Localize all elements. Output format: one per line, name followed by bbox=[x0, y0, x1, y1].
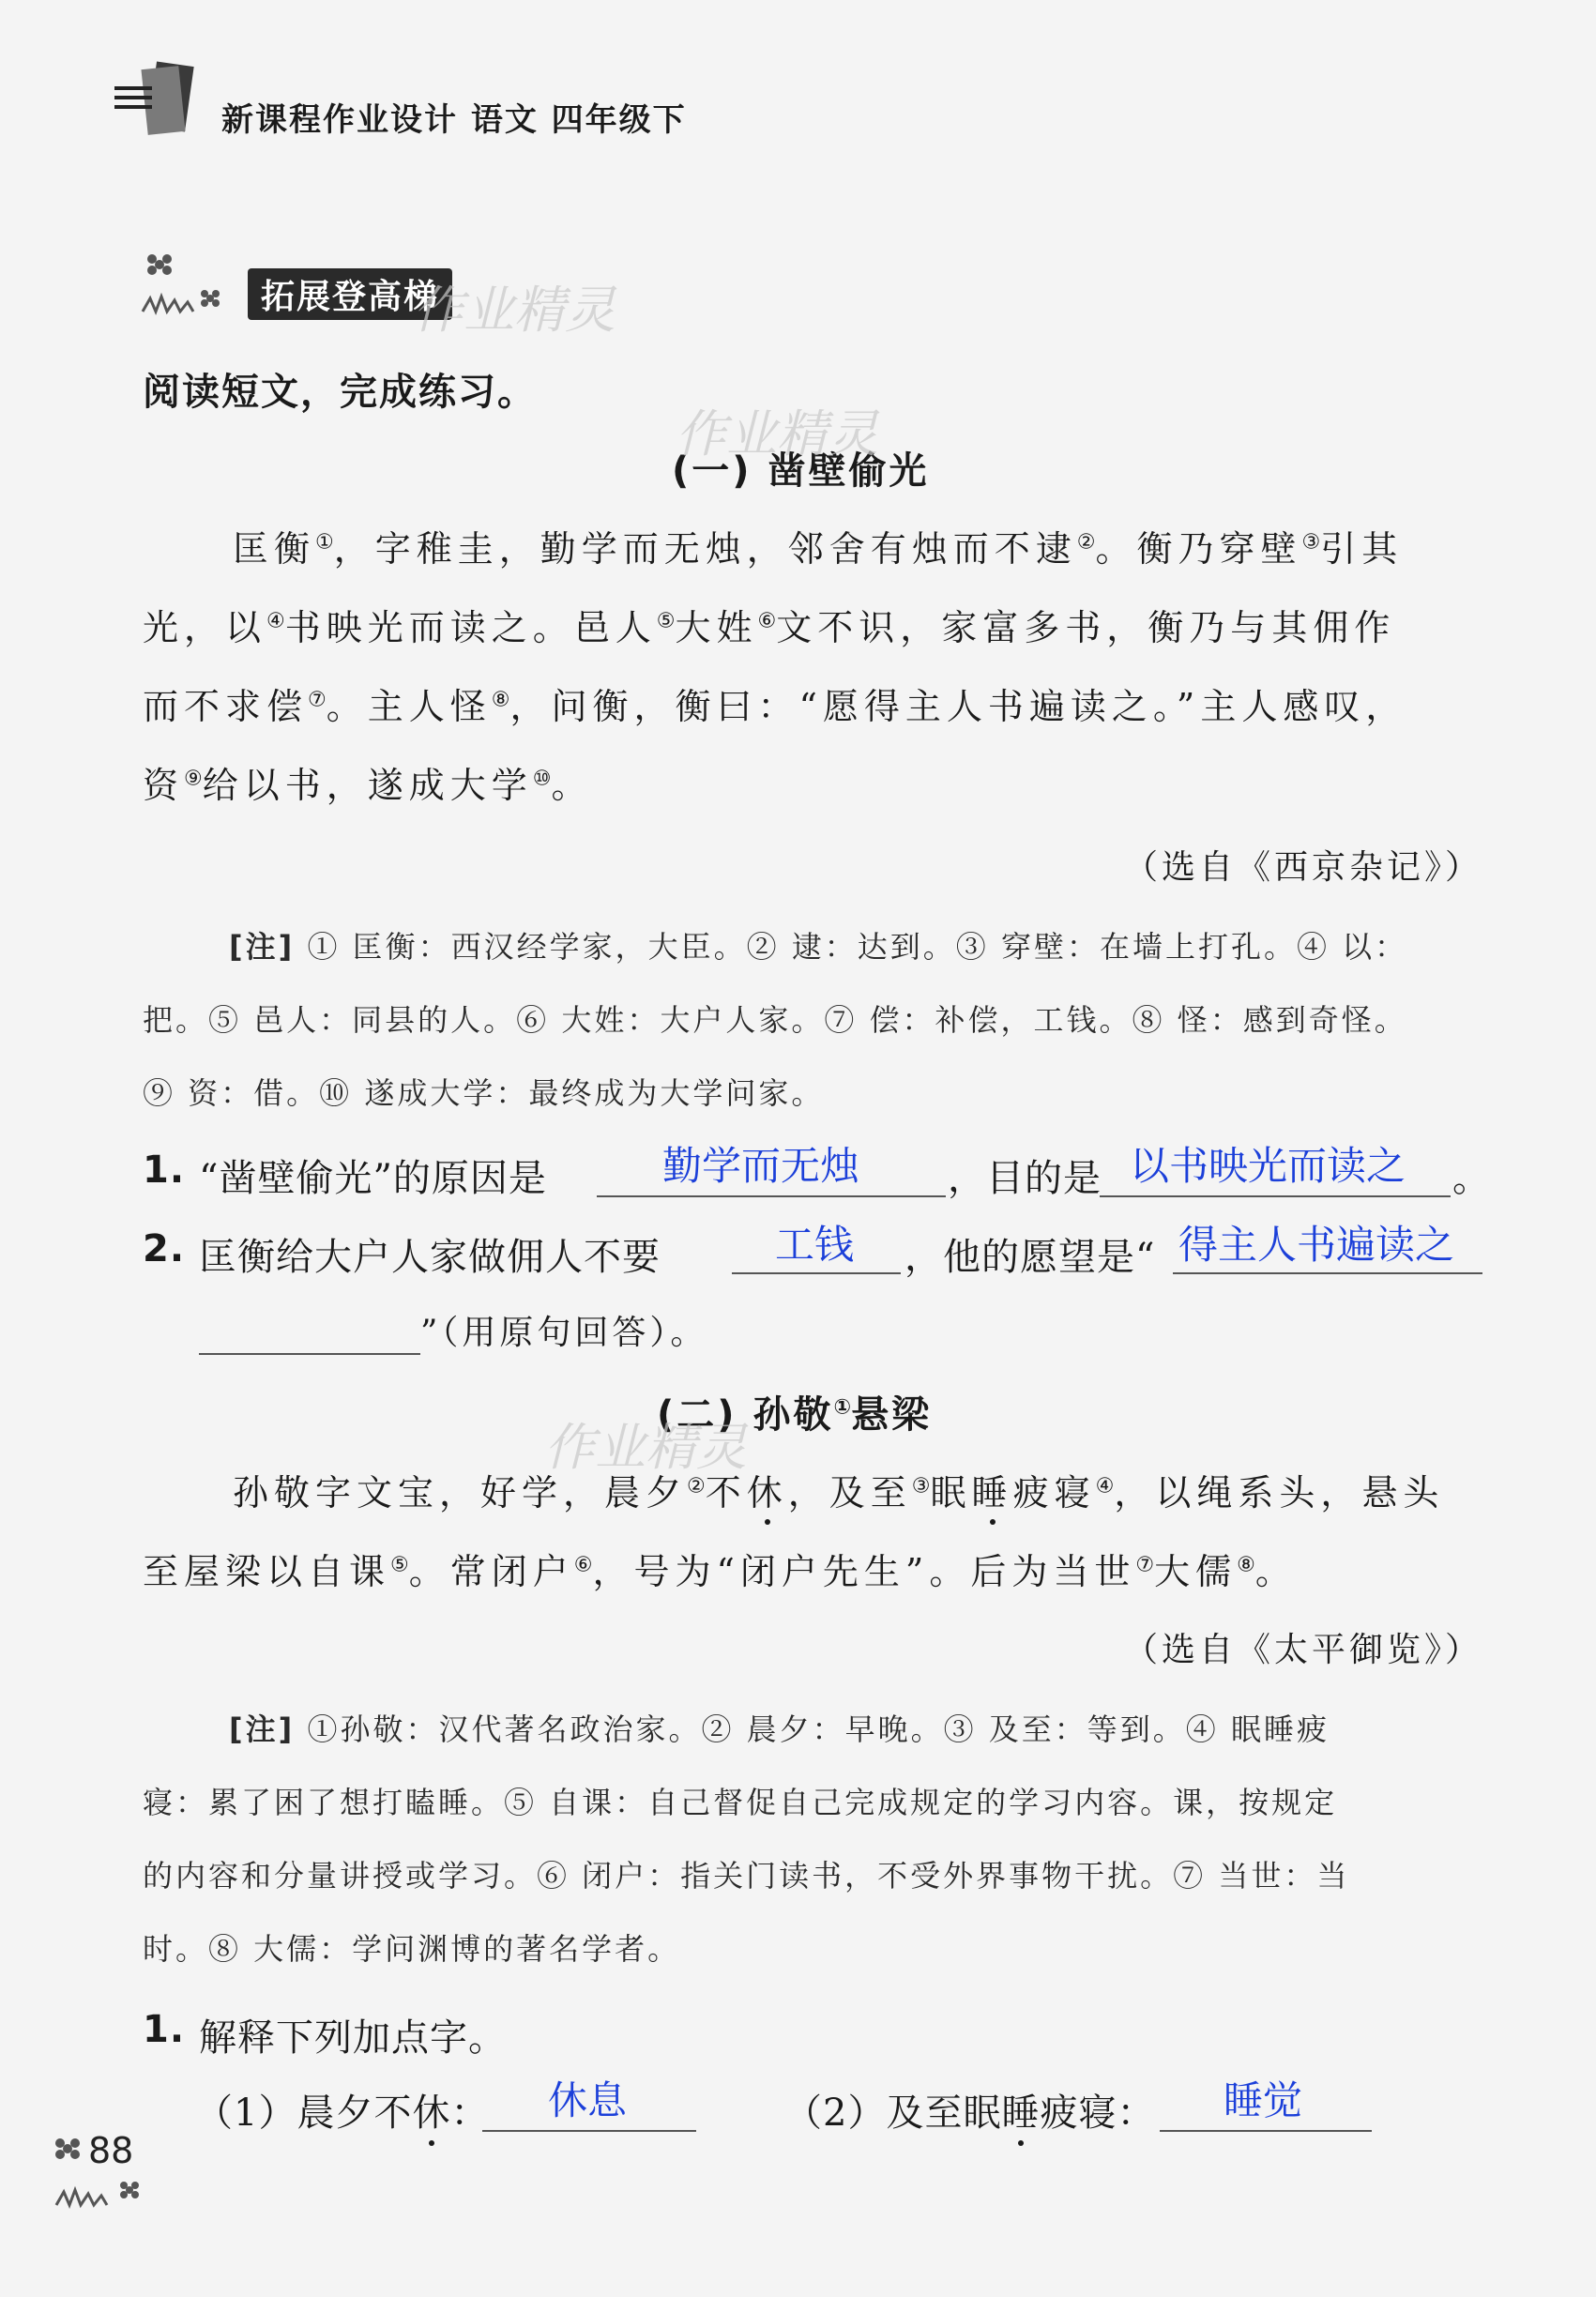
passage-1-line-4 bbox=[143, 756, 593, 808]
text-segment: 。 bbox=[1254, 1551, 1297, 1592]
item-2-dotted-char: 睡 bbox=[1001, 2092, 1041, 2135]
p1-question-1-text-c: 。 bbox=[1452, 1157, 1491, 1200]
footnote-marker: ④ bbox=[266, 609, 285, 633]
p2-question-1-number: 1. bbox=[143, 2008, 186, 2051]
footnote-marker: ⑥ bbox=[757, 609, 777, 633]
text-segment: ，及至 bbox=[787, 1472, 912, 1514]
passage-2-note-line-3: 的内容和分量讲授或学习。⑥ 闭户：指关门读书，不受外界事物干扰。⑦ 当世：当 bbox=[143, 1858, 1350, 1894]
dotted-character: 休 bbox=[746, 1472, 788, 1514]
footnote-marker: ⑧ bbox=[491, 688, 510, 712]
passage-1-line-3 bbox=[143, 677, 1406, 729]
header-logo-icon bbox=[111, 58, 201, 143]
text-segment: 书映光而读之。邑人 bbox=[284, 607, 657, 648]
p1-question-2-answer-b: 得主人书遍读之 bbox=[1178, 1222, 1455, 1268]
footnote-marker: ① bbox=[315, 530, 334, 555]
passage-2-title-b: 悬梁 bbox=[851, 1393, 933, 1437]
p2-question-1-item-2-answer: 睡觉 bbox=[1224, 2077, 1303, 2123]
text-segment: 眠 bbox=[930, 1472, 972, 1514]
passage-2-source: （选自《太平御览》） bbox=[1124, 1631, 1483, 1669]
footnote-marker: ⑤ bbox=[390, 1553, 409, 1577]
note-text: ①孙敬：汉代著名政治家。② 晨夕：早晚。③ 及至：等到。④ 眠睡疲 bbox=[307, 1711, 1330, 1747]
p1-question-1-number: 1. bbox=[143, 1148, 186, 1192]
header-title: 新课程作业设计 语文 四年级下 bbox=[221, 101, 687, 139]
text-segment: 引其 bbox=[1320, 528, 1404, 570]
text-segment: 。 bbox=[551, 765, 593, 806]
passage-2-title-a: (二) 孙敬 bbox=[657, 1393, 834, 1437]
text-segment: 疲寝 bbox=[1012, 1472, 1096, 1514]
footnote-marker: ③ bbox=[911, 1474, 931, 1498]
passage-2-line-1 bbox=[233, 1464, 1444, 1515]
p1-question-2-text-a: 匡衡给大户人家做佣人不要 bbox=[199, 1236, 661, 1279]
text-segment: 资 bbox=[143, 765, 185, 806]
p2-question-1-item-2-blank[interactable] bbox=[1160, 2130, 1372, 2132]
footnote-marker: ② bbox=[687, 1474, 706, 1498]
note-label: [注] bbox=[229, 929, 296, 965]
p2-question-1-text: 解释下列加点字。 bbox=[199, 2016, 507, 2060]
p1-question-1-text-a: “凿壁偷光”的原因是 bbox=[199, 1157, 547, 1200]
text-segment: 匡衡 bbox=[233, 528, 316, 570]
passage-1-line-1 bbox=[233, 520, 1403, 571]
footnote-marker: ⑨ bbox=[184, 767, 203, 791]
text-segment: 大儒 bbox=[1154, 1551, 1238, 1592]
p1-question-2-number: 2. bbox=[143, 1227, 186, 1270]
page-number: 88 bbox=[88, 2130, 134, 2171]
watermark: 作业精灵 bbox=[544, 1418, 747, 1477]
p1-question-2-text-b: ，他的愿望是“ bbox=[904, 1236, 1156, 1279]
text-segment: 孙敬字文宝，好学，晨夕 bbox=[233, 1472, 688, 1514]
text-segment: ，号为“闭户先生”。后为当世 bbox=[592, 1551, 1136, 1592]
p2-question-1-item-1-answer: 休息 bbox=[548, 2077, 628, 2123]
note-label: [注] bbox=[229, 1711, 296, 1747]
p1-question-2-text-c: ”（用原句回答）。 bbox=[420, 1314, 708, 1352]
passage-1-source: （选自《西京杂记》） bbox=[1124, 848, 1483, 887]
text-segment: 光，以 bbox=[143, 607, 267, 648]
text-segment: 而不求偿 bbox=[143, 686, 309, 727]
item-2-label-a: （2）及至眠 bbox=[784, 2092, 1002, 2135]
section-badge: 拓展登高梯 bbox=[248, 268, 452, 320]
dotted-character: 睡 bbox=[971, 1472, 1013, 1514]
text-segment: 。常闭户 bbox=[408, 1551, 574, 1592]
text-segment: 大姓 bbox=[675, 607, 758, 648]
footnote-marker: ⑧ bbox=[1237, 1553, 1255, 1577]
passage-2-title-sup: ① bbox=[833, 1395, 852, 1420]
p2-question-1-item-1-blank[interactable] bbox=[482, 2130, 696, 2132]
passage-2-note-line-4: 时。⑧ 大儒：学问渊博的著名学者。 bbox=[143, 1931, 681, 1967]
p1-question-1-answer-a: 勤学而无烛 bbox=[662, 1143, 860, 1189]
p1-question-2-blank-b[interactable] bbox=[1173, 1272, 1482, 1274]
p2-question-1-item-2 bbox=[784, 2083, 1155, 2137]
text-segment: 给以书，遂成大学 bbox=[202, 765, 533, 806]
note-text: ① 匡衡：西汉经学家，大臣。② 逮：达到。③ 穿壁：在墙上打孔。④ 以： bbox=[307, 929, 1408, 965]
text-segment: 。主人怪 bbox=[326, 686, 492, 727]
passage-2-note-line-1 bbox=[229, 1706, 1330, 1749]
passage-1-title: (一) 凿壁偷光 bbox=[672, 449, 930, 493]
p1-question-1-answer-b: 以书映光而读之 bbox=[1130, 1143, 1406, 1189]
p1-question-2-blank-a[interactable] bbox=[732, 1272, 901, 1274]
passage-2-note-line-2: 寝：累了困了想打瞌睡。⑤ 自课：自己督促自己完成规定的学习内容。课，按规定 bbox=[143, 1785, 1338, 1820]
footnote-marker: ⑦ bbox=[1135, 1553, 1155, 1577]
text-segment: 。衡乃穿壁 bbox=[1095, 528, 1302, 570]
footnote-marker: ⑤ bbox=[656, 609, 676, 633]
footnote-marker: ④ bbox=[1095, 1474, 1115, 1498]
item-2-label-b: 疲寝： bbox=[1040, 2092, 1156, 2135]
passage-1-note-line-3: ⑨ 资：借。⑩ 遂成大学：最终成为大学问家。 bbox=[143, 1075, 825, 1111]
flower-decoration-icon bbox=[139, 246, 233, 321]
footnote-marker: ② bbox=[1076, 530, 1096, 555]
passage-2-line-2 bbox=[143, 1543, 1297, 1594]
text-segment: 至屋梁以自课 bbox=[143, 1551, 391, 1592]
item-1-label-b: ： bbox=[450, 2092, 490, 2135]
p1-question-2-blank-c[interactable] bbox=[199, 1353, 420, 1355]
footnote-marker: ⑩ bbox=[532, 767, 552, 791]
text-segment: 不 bbox=[705, 1472, 747, 1514]
p1-question-1-blank-a[interactable] bbox=[597, 1195, 946, 1197]
p1-question-2-answer-a: 工钱 bbox=[775, 1222, 855, 1268]
passage-1-note-line-2: 把。⑤ 邑人：同县的人。⑥ 大姓：大户人家。⑦ 偿：补偿，工钱。⑧ 怪：感到奇怪。 bbox=[143, 1002, 1407, 1038]
footnote-marker: ③ bbox=[1301, 530, 1321, 555]
p1-question-1-blank-b[interactable] bbox=[1100, 1195, 1451, 1197]
watermark: 作业精灵 bbox=[413, 281, 616, 340]
passage-1-line-2 bbox=[143, 599, 1395, 650]
footnote-marker: ⑦ bbox=[308, 688, 327, 712]
text-segment: ，以绳系头，悬头 bbox=[1114, 1472, 1445, 1514]
text-segment: ，问衡，衡曰：“愿得主人书遍读之。”主人感叹， bbox=[509, 686, 1407, 727]
p1-question-1-text-b: ，目的是 bbox=[948, 1157, 1102, 1200]
footnote-marker: ⑥ bbox=[573, 1553, 593, 1577]
text-segment: 文不识，家富多书，衡乃与其佣作 bbox=[776, 607, 1396, 648]
passage-1-note-line-1 bbox=[229, 923, 1407, 966]
item-1-dotted-char: 休 bbox=[412, 2092, 451, 2135]
p2-question-1-item-1 bbox=[195, 2083, 489, 2137]
watermark: 作业精灵 bbox=[676, 404, 878, 464]
item-1-label-a: （1）晨夕不 bbox=[195, 2092, 413, 2135]
text-segment: ，字稚圭，勤学而无烛，邻舍有烛而不逮 bbox=[333, 528, 1077, 570]
instruction-text: 阅读短文，完成练习。 bbox=[143, 371, 537, 414]
